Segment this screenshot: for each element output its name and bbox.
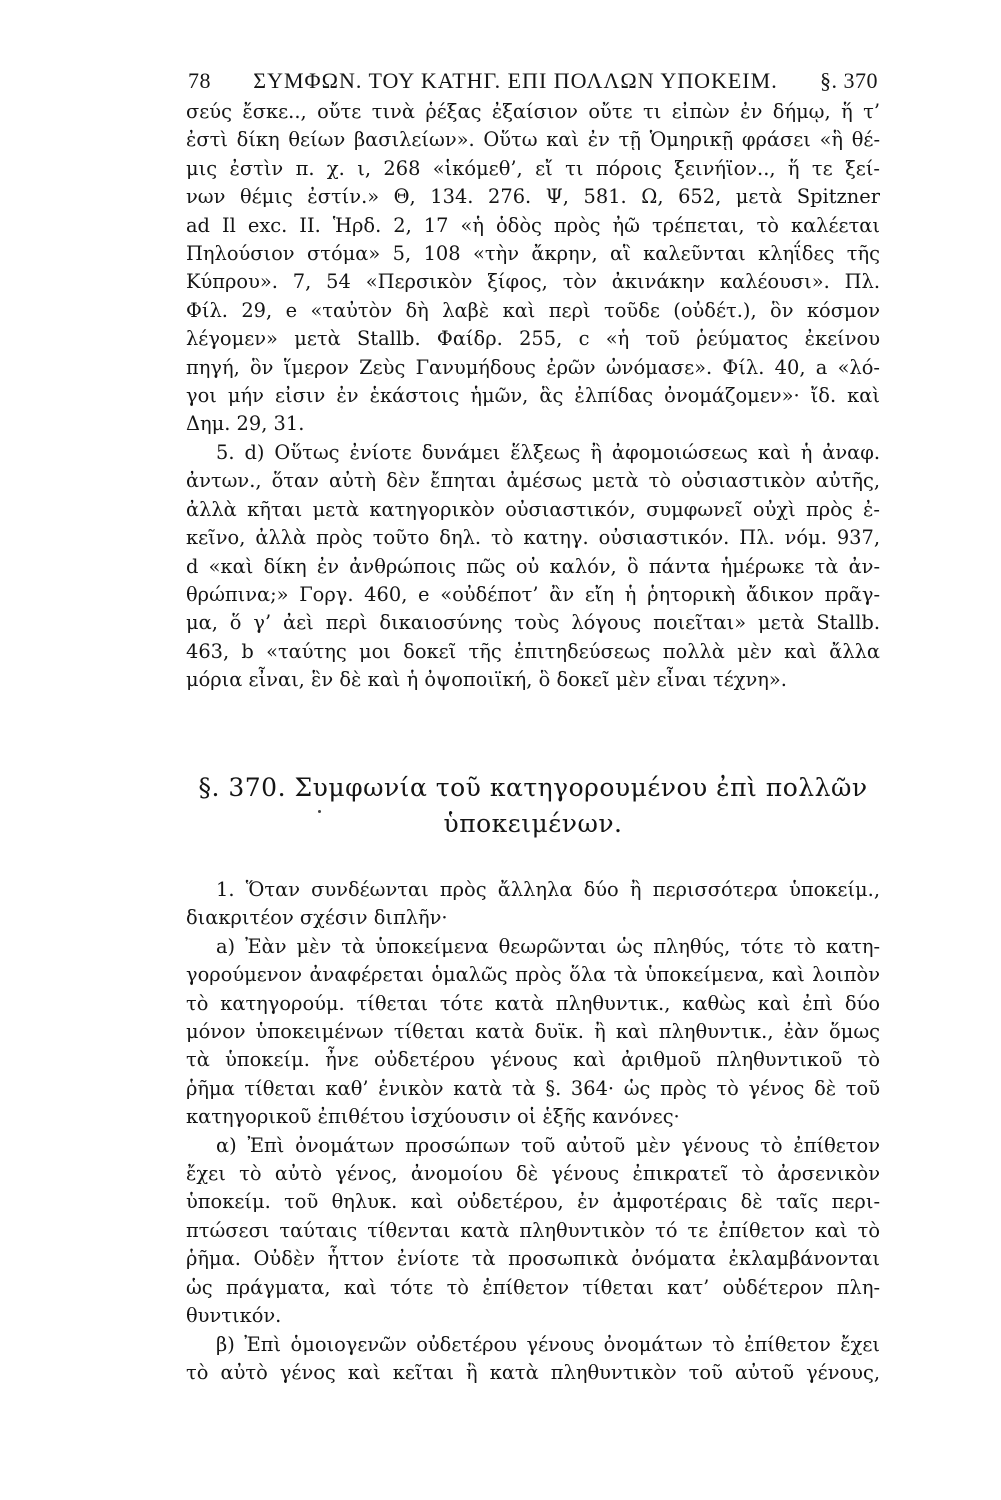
- text-line: β) Ἐπὶ ὁμοιογενῶν οὐδετέρου γένους ὀνομάτων τὸ ἐπίθετον ἔχει: [216, 1332, 880, 1356]
- text-line: Δημ. 29, 31.: [186, 412, 305, 436]
- text-line: κατηγορικοῦ ἐπιθέτου ἰσχύουσιν οἱ ἑξῆς κανόνες·: [186, 1105, 680, 1129]
- text-line: a) Ἐὰν μὲν τὰ ὑποκείμενα θεωρῶνται ὡς πληθύς, τότε τὸ κατη-: [216, 934, 880, 958]
- running-head: [188, 68, 878, 102]
- text-line: Φίλ. 29, e «ταὐτὸν δὴ λαβὲ καὶ περὶ τοῦδε (οὐδέτ.), ὃν κόσμον: [186, 298, 880, 322]
- text-line: Πηλούσιον στόμα» 5, 108 «τὴν ἄκρην, αἳ καλεῦνται κληΐδες τῆς: [186, 242, 880, 266]
- text-line: ῥῆμα τίθεται καθ’ ἑνικὸν κατὰ τὰ §. 364· ὡς πρὸς τὸ γένος δὲ τοῦ: [186, 1076, 880, 1100]
- text-line: γοι μήν εἰσιν ἐν ἑκάστοις ἡμῶν, ἃς ἐλπίδας ὀνομάζομεν»· ἴδ. καὶ: [186, 384, 880, 408]
- text-line: ad Il exc. II. Ἡρδ. 2, 17 «ἡ ὁδὸς πρὸς ἠῶ τρέπεται, τὸ καλέεται: [186, 213, 880, 237]
- text-line: ἔχει τὸ αὐτὸ γένος, ἀνομοίου δὲ γένους ἐπικρατεῖ τὸ ἀρσενικὸν: [186, 1162, 880, 1186]
- section-heading-line: ὑποκειμένων.: [443, 809, 623, 838]
- text-line: θυντικόν.: [186, 1304, 282, 1328]
- text-line: μόρια εἶναι, ἓν δὲ καὶ ἡ ὀψοποιϊκή, ὃ δοκεῖ μὲν εἶναι τέχνη».: [186, 668, 787, 692]
- text-line: νων θέμις ἐστίν.» Θ, 134. 276. Ψ, 581. Ω, 652, μετὰ Spitzner: [186, 185, 880, 209]
- text-line: σεύς ἔσκε.., οὔτε τινὰ ῥέξας ἐξαίσιον οὔτε τι εἰπὼν ἐν δήμῳ, ἥ τ’: [186, 100, 880, 123]
- text-line: διακριτέον σχέσιν διπλῆν·: [186, 906, 448, 930]
- text-line: ὡς πράγματα, καὶ τότε τὸ ἐπίθετον τίθεται κατ’ οὐδέτερον πλη-: [186, 1275, 880, 1299]
- text-line: ὑποκείμ. τοῦ θηλυκ. καὶ οὐδετέρου, ἐν ἀμφοτέραις δὲ ταῖς περι-: [186, 1190, 880, 1214]
- page-number: 78: [188, 68, 211, 93]
- text-line: 5. d) Οὕτως ἐνίοτε δυνάμει ἕλξεως ἢ ἀφομοιώσεως καὶ ἡ ἀναφ.: [216, 440, 880, 464]
- text-line: μις ἐστὶν π. χ. ι, 268 «ἱκόμεθ’, εἴ τι πόροις ξεινήϊον.., ἥ τε ξεί-: [186, 156, 880, 180]
- text-line: πτώσεσι ταύταις τίθενται κατὰ πληθυντικὸν τό τε ἐπίθετον καὶ τὸ: [186, 1218, 880, 1242]
- bottom-text-block: [186, 876, 880, 1387]
- text-line: 463, b «ταύτης μοι δοκεῖ τῆς ἐπιτηδεύσεως πολλὰ μὲν καὶ ἄλλα: [186, 639, 880, 663]
- top-text-block: [186, 98, 880, 695]
- text-line: Κύπρου». 7, 54 «Περσικὸν ξίφος, τὸν ἀκινάκην καλέουσι». Πλ.: [186, 270, 880, 294]
- section-heading: [186, 770, 880, 842]
- text-line: κεῖνο, ἀλλὰ πρὸς τοῦτο δηλ. τὸ κατηγ. οὐσιαστικόν. Πλ. νόμ. 937,: [186, 526, 880, 550]
- text-line: θρώπινα;» Γοργ. 460, e «οὐδέποτ’ ἂν εἴη ἡ ῥητορικὴ ἄδικον πρᾶγ-: [186, 582, 880, 606]
- section-heading-line: §. 370. Συμφωνία τοῦ κατηγορουμένου ἐπὶ πολλῶν: [198, 773, 868, 802]
- text-line: ἀντων., ὅταν αὐτὴ δὲν ἔπηται ἀμέσως μετὰ τὸ οὐσιαστικὸν αὐτῆς,: [186, 469, 880, 493]
- text-line: μα, ὅ γ’ ἀεὶ περὶ δικαιοσύνης τοὺς λόγους ποιεῖται» μετὰ Stallb.: [186, 611, 880, 635]
- text-line: 1. Ὅταν συνδέωνται πρὸς ἄλληλα δύο ἢ περισσότερα ὑποκείμ.,: [216, 878, 880, 901]
- text-line: τὰ ὑποκείμ. ἦνε οὐδετέρου γένους καὶ ἀριθμοῦ πληθυντικοῦ τὸ: [186, 1048, 880, 1072]
- text-line: ἐστὶ δίκη θείων βασιλείων». Οὕτω καὶ ἐν τῇ Ὁμηρικῇ φράσει «ἣ θέ-: [186, 128, 880, 152]
- running-title: ΣΥΜΦΩΝ. ΤΟΥ ΚΑΤΗΓ. ΕΠΙ ΠΟΛΛΩΝ ΥΠΟΚΕΙΜ.: [253, 68, 778, 93]
- text-line: γορούμενον ἀναφέρεται ὁμαλῶς πρὸς ὅλα τὰ ὑποκείμενα, καὶ λοιπὸν: [186, 963, 880, 987]
- text-line: μόνον ὑποκειμένων τίθεται κατὰ δυϊκ. ἢ καὶ πληθυντικ., ἐὰν ὅμως: [186, 1020, 880, 1044]
- text-line: α) Ἐπὶ ὀνομάτων προσώπων τοῦ αὐτοῦ μὲν γένους τὸ ἐπίθετον: [216, 1133, 880, 1157]
- text-line: d «καὶ δίκη ἐν ἀνθρώποις πῶς οὐ καλόν, ὃ πάντα ἡμέρωκε τὰ ἀν-: [186, 554, 880, 578]
- text-line: τὸ κατηγορούμ. τίθεται τότε κατὰ πληθυντικ., καθὼς καὶ ἐπὶ δύο: [186, 991, 880, 1015]
- text-line: τὸ αὐτὸ γένος καὶ κεῖται ἢ κατὰ πληθυντικὸν τοῦ αὐτοῦ γένους,: [186, 1360, 880, 1384]
- section-reference: §. 370: [820, 68, 878, 93]
- text-line: λέγομεν» μετὰ Stallb. Φαίδρ. 255, c «ἡ τοῦ ῥεύματος ἐκείνου: [186, 327, 880, 351]
- text-line: ἀλλὰ κῆται μετὰ κατηγορικὸν οὐσιαστικόν, συμφωνεῖ οὐχὶ πρὸς ἐ-: [186, 497, 880, 521]
- stray-dot: [318, 810, 321, 813]
- text-line: ῥῆμα. Οὐδὲν ἧττον ἐνίοτε τὰ προσωπικὰ ὀνόματα ἐκλαμβάνονται: [186, 1247, 880, 1271]
- text-line: πηγή, ὃν ἵμερον Ζεὺς Γανυμήδους ἐρῶν ὠνόμασε». Φίλ. 40, a «λό-: [186, 355, 880, 379]
